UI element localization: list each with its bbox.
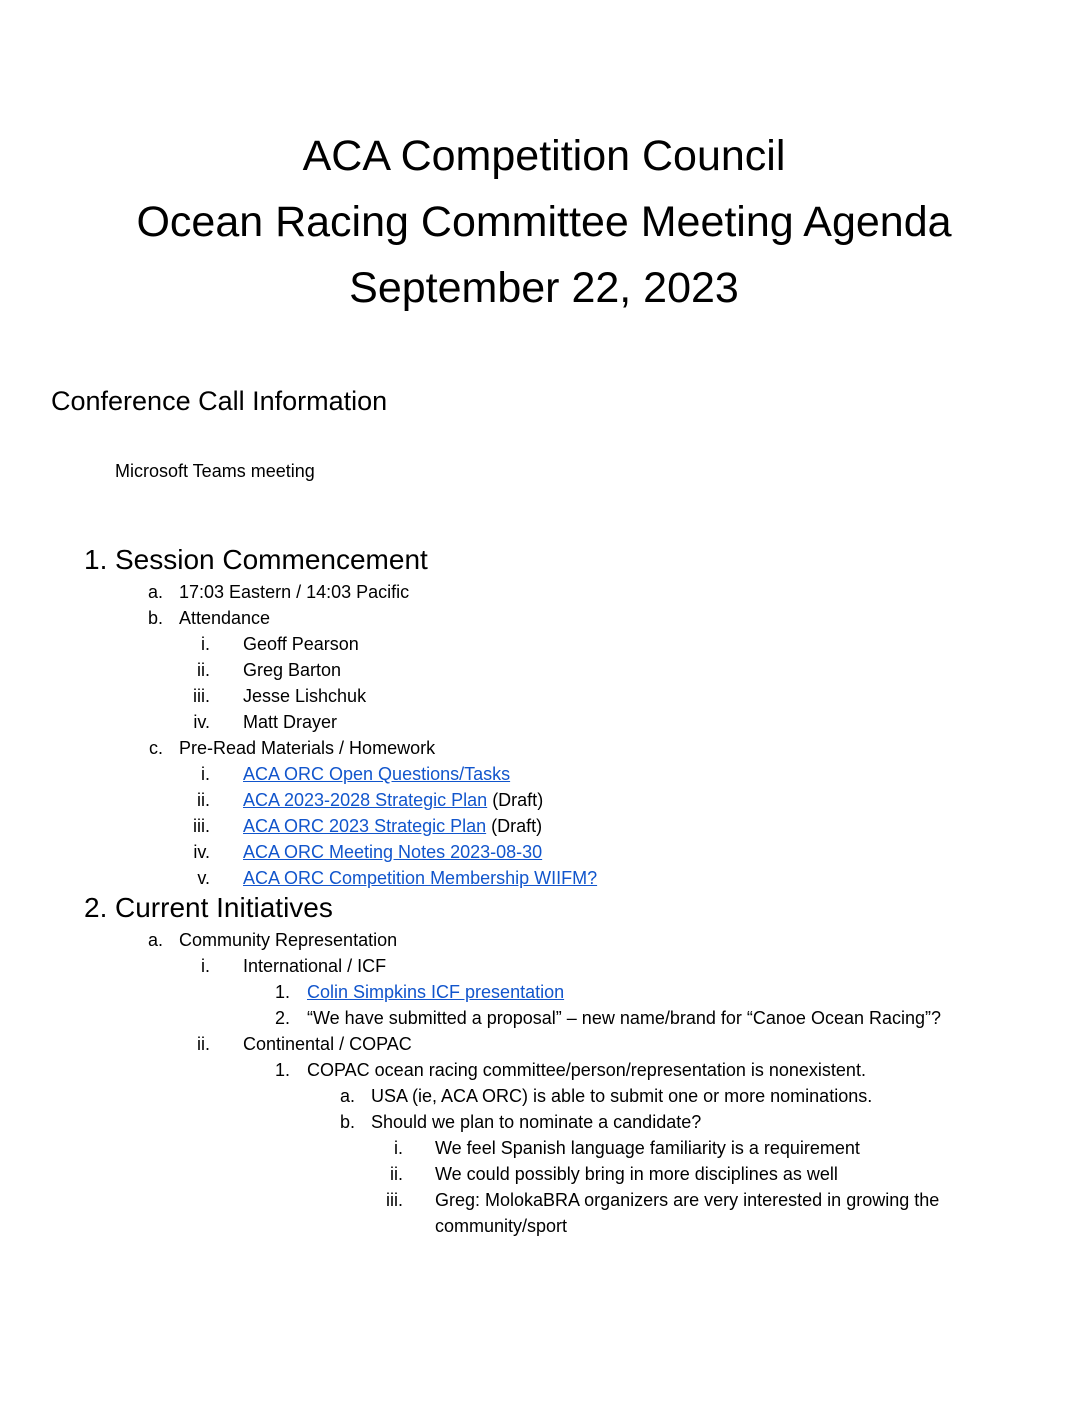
- material-suffix: (Draft): [491, 816, 543, 836]
- icf-item: [307, 981, 564, 1003]
- item-2a-ii-text: Continental / COPAC: [243, 1034, 412, 1054]
- document-title-line-2: Ocean Racing Committee Meeting Agenda: [136, 198, 952, 246]
- item-1a-marker: a.: [147, 582, 163, 602]
- candidate-note-text: We feel Spanish language familiarity is a requirement: [435, 1138, 860, 1158]
- material-marker: iii.: [193, 816, 210, 836]
- material-marker: v.: [197, 868, 210, 888]
- attendee-marker: iv.: [193, 712, 210, 732]
- item-1c-text: Pre-Read Materials / Homework: [179, 738, 436, 758]
- copac-sub-text: Should we plan to nominate a candidate?: [371, 1112, 702, 1132]
- attendee-name: Matt Drayer: [243, 712, 338, 732]
- material-marker: i.: [201, 764, 210, 784]
- material-item: [243, 815, 542, 837]
- attendee-marker: ii.: [197, 660, 210, 680]
- material-link-meeting-notes[interactable]: ACA ORC Meeting Notes 2023-08-30: [243, 842, 543, 862]
- material-link-membership-wiifm[interactable]: ACA ORC Competition Membership WIIFM?: [243, 868, 598, 888]
- attendee-name: Jesse Lishchuk: [243, 686, 367, 706]
- item-1b-marker: b.: [147, 608, 163, 628]
- icf-item-marker: 2.: [274, 1008, 290, 1028]
- section-2-heading: Current Initiatives: [115, 892, 333, 923]
- copac-sub-marker: a.: [339, 1086, 355, 1106]
- attendee-name: Greg Barton: [243, 660, 342, 680]
- attendee-name: Geoff Pearson: [243, 634, 359, 654]
- candidate-note-marker: ii.: [390, 1164, 403, 1184]
- candidate-note-text: We could possibly bring in more disciplines as well: [435, 1164, 838, 1184]
- material-item: [243, 841, 542, 863]
- item-2a-ii-marker: ii.: [197, 1034, 210, 1054]
- material-suffix: (Draft): [492, 790, 544, 810]
- copac-sub-marker: b.: [339, 1112, 355, 1132]
- item-2a-i-text: International / ICF: [243, 956, 387, 976]
- material-item: [243, 763, 510, 785]
- material-link-aca-strategic-plan[interactable]: ACA 2023-2028 Strategic Plan: [243, 790, 488, 810]
- candidate-note-continuation: community/sport: [435, 1216, 568, 1236]
- item-1c-marker: c.: [148, 738, 163, 758]
- section-2-marker: 2.: [84, 892, 108, 923]
- conference-platform: Microsoft Teams meeting: [115, 461, 315, 481]
- material-marker: iv.: [193, 842, 210, 862]
- document-title-line-1: ACA Competition Council: [302, 132, 786, 180]
- icf-item-text: “We have submitted a proposal” – new name/brand for “Canoe Ocean Racing”?: [307, 1008, 942, 1028]
- material-item: [243, 789, 543, 811]
- conference-heading: Conference Call Information: [51, 386, 388, 416]
- material-link-orc-strategic-plan[interactable]: ACA ORC 2023 Strategic Plan: [243, 816, 487, 836]
- item-1a-text: 17:03 Eastern / 14:03 Pacific: [179, 582, 410, 602]
- material-item: [243, 867, 597, 889]
- section-1-marker: 1.: [84, 544, 108, 575]
- document-title-date: September 22, 2023: [349, 264, 739, 312]
- copac-sub-text: USA (ie, ACA ORC) is able to submit one or more nominations.: [371, 1086, 873, 1106]
- section-1-heading: Session Commencement: [115, 544, 428, 575]
- attendee-marker: iii.: [193, 686, 210, 706]
- candidate-note-marker: i.: [394, 1138, 403, 1158]
- candidate-note-text: Greg: MolokaBRA organizers are very interested in growing the: [435, 1190, 940, 1210]
- item-1b-text: Attendance: [179, 608, 271, 628]
- copac-item-text: COPAC ocean racing committee/person/representation is nonexistent.: [307, 1060, 866, 1080]
- copac-item-marker: 1.: [274, 1060, 290, 1080]
- item-2a-text: Community Representation: [179, 930, 398, 950]
- link-colin-simpkins-presentation[interactable]: Colin Simpkins ICF presentation: [307, 982, 565, 1002]
- material-link-open-questions[interactable]: ACA ORC Open Questions/Tasks: [243, 764, 511, 784]
- candidate-note-marker: iii.: [386, 1190, 403, 1210]
- material-marker: ii.: [197, 790, 210, 810]
- icf-item-marker: 1.: [274, 982, 290, 1002]
- item-2a-marker: a.: [147, 930, 163, 950]
- item-2a-i-marker: i.: [201, 956, 210, 976]
- attendee-marker: i.: [201, 634, 210, 654]
